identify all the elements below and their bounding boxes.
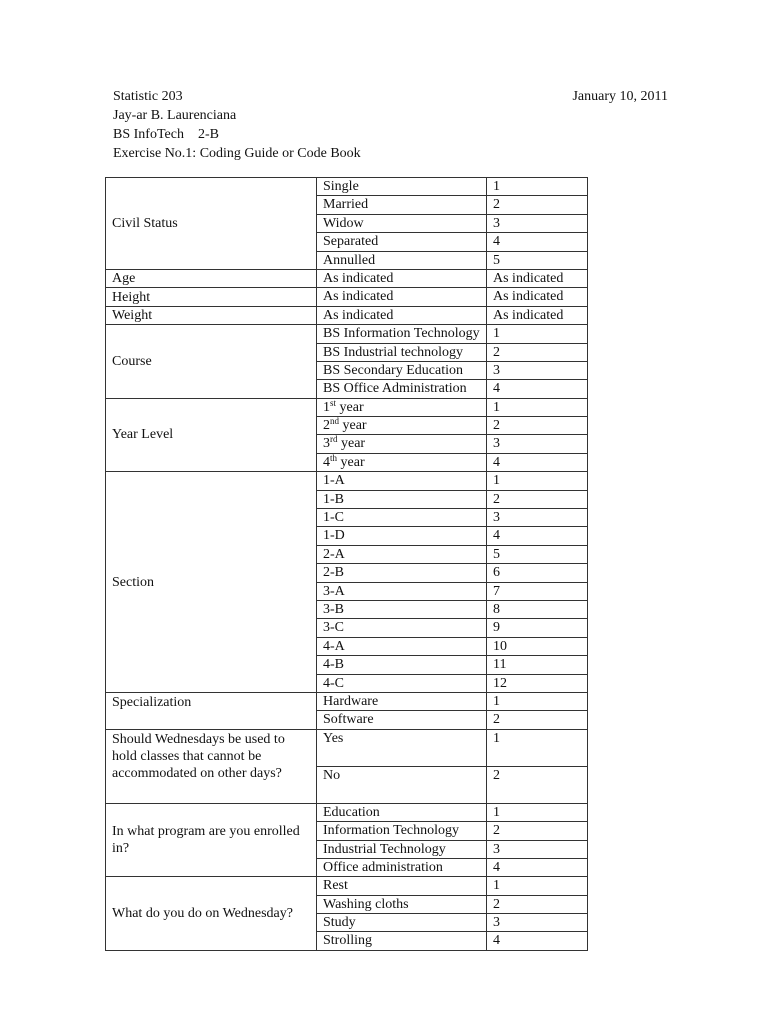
- category-cell: Single: [317, 178, 487, 196]
- year-word: year: [337, 454, 365, 470]
- category-cell: Separated: [317, 233, 487, 251]
- category-cell: Married: [317, 196, 487, 214]
- code-cell: 1: [487, 398, 588, 416]
- code-cell: 3: [487, 214, 588, 232]
- category-cell: Strolling: [317, 932, 487, 950]
- table-row: [106, 729, 588, 766]
- code-cell: 2: [487, 711, 588, 729]
- code-cell: 8: [487, 600, 588, 618]
- category-cell: [317, 398, 487, 416]
- year-number: 1: [323, 399, 330, 415]
- category-cell: Annulled: [317, 251, 487, 269]
- table-row: [106, 398, 588, 416]
- course-title: Statistic 203: [113, 89, 183, 104]
- ordinal-suffix: nd: [330, 416, 339, 427]
- variable-cell: Specialization: [106, 692, 317, 729]
- variable-cell: Weight: [106, 306, 317, 324]
- category-cell: Hardware: [317, 692, 487, 710]
- year-word: year: [336, 399, 364, 415]
- category-cell: Widow: [317, 214, 487, 232]
- variable-cell: Height: [106, 288, 317, 306]
- exercise-title: Exercise No.1: Coding Guide or Code Book: [113, 146, 361, 161]
- code-cell: 2: [487, 343, 588, 361]
- year-number: 4: [323, 454, 330, 470]
- category-cell: Study: [317, 914, 487, 932]
- category-cell: Information Technology: [317, 822, 487, 840]
- code-cell: As indicated: [487, 269, 588, 287]
- year-word: year: [339, 418, 367, 434]
- code-cell: 2: [487, 490, 588, 508]
- category-cell: 3-C: [317, 619, 487, 637]
- code-cell: 3: [487, 435, 588, 453]
- code-cell: 10: [487, 637, 588, 655]
- category-cell: 1-B: [317, 490, 487, 508]
- code-cell: 1: [487, 472, 588, 490]
- program-section: BS InfoTech 2-B: [113, 127, 219, 142]
- table-row: [106, 472, 588, 490]
- category-cell: 3-B: [317, 600, 487, 618]
- code-cell: As indicated: [487, 288, 588, 306]
- code-cell: 1: [487, 729, 588, 766]
- category-cell: Office administration: [317, 858, 487, 876]
- year-number: 2: [323, 418, 330, 434]
- category-cell: [317, 453, 487, 471]
- code-cell: 11: [487, 656, 588, 674]
- variable-cell: What do you do on Wednesday?: [106, 877, 317, 951]
- category-cell: As indicated: [317, 288, 487, 306]
- variable-cell: In what program are you enrolled in?: [106, 803, 317, 877]
- category-cell: 2-A: [317, 545, 487, 563]
- code-cell: 5: [487, 251, 588, 269]
- category-cell: Industrial Technology: [317, 840, 487, 858]
- category-cell: [317, 417, 487, 435]
- category-cell: BS Secondary Education: [317, 361, 487, 379]
- category-cell: BS Office Administration: [317, 380, 487, 398]
- document-date: January 10, 2011: [572, 89, 668, 104]
- category-cell: 4-C: [317, 674, 487, 692]
- table-row: [106, 803, 588, 821]
- code-cell: 1: [487, 692, 588, 710]
- category-cell: As indicated: [317, 306, 487, 324]
- code-cell: As indicated: [487, 306, 588, 324]
- table-row: [106, 877, 588, 895]
- variable-cell: Year Level: [106, 398, 317, 472]
- variable-cell: Age: [106, 269, 317, 287]
- code-cell: 2: [487, 417, 588, 435]
- code-book-table: [105, 177, 588, 951]
- category-cell: [317, 435, 487, 453]
- category-cell: Education: [317, 803, 487, 821]
- ordinal-suffix: rd: [330, 434, 338, 445]
- code-cell: 9: [487, 619, 588, 637]
- code-cell: 4: [487, 380, 588, 398]
- table-row: [106, 692, 588, 710]
- code-cell: 2: [487, 196, 588, 214]
- category-cell: 4-B: [317, 656, 487, 674]
- code-cell: 1: [487, 178, 588, 196]
- code-cell: 3: [487, 509, 588, 527]
- code-cell: 12: [487, 674, 588, 692]
- variable-cell: Course: [106, 325, 317, 399]
- code-cell: 1: [487, 877, 588, 895]
- document-header: [113, 87, 668, 163]
- category-cell: As indicated: [317, 269, 487, 287]
- category-cell: BS Industrial technology: [317, 343, 487, 361]
- code-cell: 4: [487, 527, 588, 545]
- code-cell: 4: [487, 453, 588, 471]
- student-name: Jay-ar B. Laurenciana: [113, 108, 237, 123]
- code-cell: 1: [487, 325, 588, 343]
- code-cell: 1: [487, 803, 588, 821]
- category-cell: Software: [317, 711, 487, 729]
- category-cell: 4-A: [317, 637, 487, 655]
- category-cell: Washing cloths: [317, 895, 487, 913]
- code-cell: 7: [487, 582, 588, 600]
- code-cell: 3: [487, 914, 588, 932]
- category-cell: 1-A: [317, 472, 487, 490]
- table-row: [106, 306, 588, 324]
- code-cell: 3: [487, 361, 588, 379]
- code-cell: 2: [487, 766, 588, 803]
- year-word: year: [337, 436, 366, 452]
- variable-cell: Civil Status: [106, 178, 317, 270]
- category-cell: 1-D: [317, 527, 487, 545]
- table-row: [106, 325, 588, 343]
- variable-cell: Should Wednesdays be used to hold classes that cannot be accommodated on other days?: [106, 729, 317, 803]
- code-cell: 3: [487, 840, 588, 858]
- table-row: [106, 288, 588, 306]
- category-cell: 3-A: [317, 582, 487, 600]
- category-cell: Rest: [317, 877, 487, 895]
- code-cell: 4: [487, 858, 588, 876]
- code-cell: 6: [487, 564, 588, 582]
- category-cell: No: [317, 766, 487, 803]
- code-cell: 5: [487, 545, 588, 563]
- variable-cell: Section: [106, 472, 317, 693]
- code-cell: 2: [487, 822, 588, 840]
- table-row: [106, 178, 588, 196]
- code-cell: 4: [487, 932, 588, 950]
- category-cell: BS Information Technology: [317, 325, 487, 343]
- category-cell: 2-B: [317, 564, 487, 582]
- code-cell: 2: [487, 895, 588, 913]
- ordinal-suffix: th: [330, 452, 338, 463]
- category-cell: 1-C: [317, 509, 487, 527]
- ordinal-suffix: st: [330, 397, 337, 408]
- category-cell: Yes: [317, 729, 487, 766]
- code-cell: 4: [487, 233, 588, 251]
- table-row: [106, 269, 588, 287]
- year-number: 3: [323, 436, 330, 452]
